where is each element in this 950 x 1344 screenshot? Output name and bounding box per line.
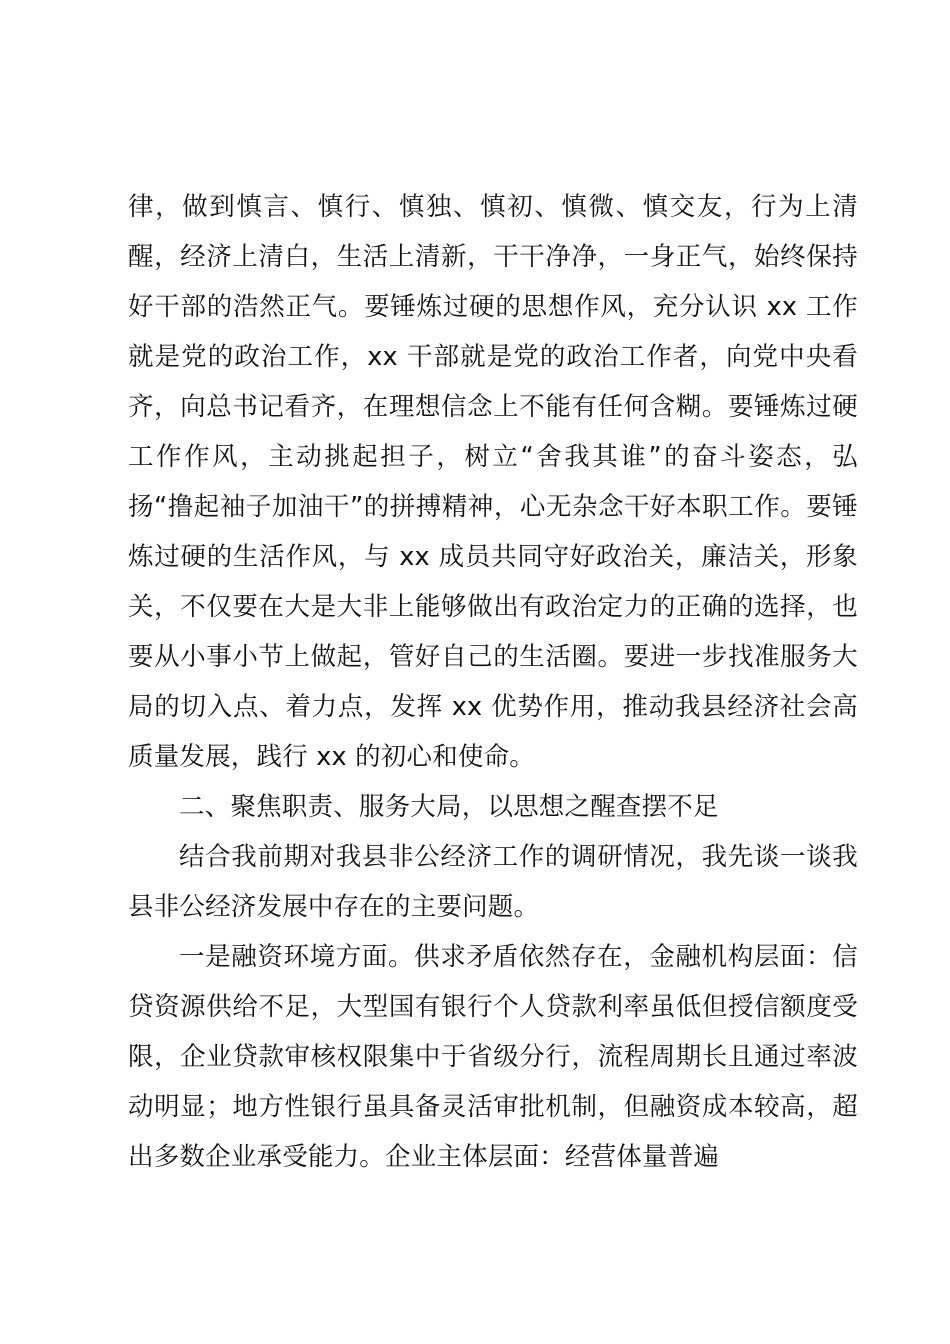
paragraph-continuation: 律，做到慎言、慎行、慎独、慎初、慎微、慎交友，行为上清醒，经济上清白，生活上清新，干干净净，一身正气，始终保持好干部的浩然正气。要锤炼过硬的思想作风，充分认识 xx 工作就是党的政治工作，xx 干部就是党的政治工作者，向党中央看齐，向总书记看齐，在理想信念上不能有任何含糊。要锤炼过硬工作作风，主动挑起担子，树立“舍我其谁”的奋斗姿态，弘扬“撸起袖子加油干”的拼搏精神，心无杂念干好本职工作。要锤炼过硬的生活作风，与 xx 成员共同守好政治关，廉洁关，形象关，不仅要在大是大非上能够做出有政治定力的正确的选择，也要从小事小节上做起，管好自己的生活圈。要进一步找准服务大局的切入点、着力点，发挥 xx 优势作用，推动我县经济社会高质量发展，践行 xx 的初心和使命。: [128, 192, 858, 772]
section-heading: 二、聚焦职责、服务大局，以思想之醒查摆不足: [179, 792, 719, 822]
paragraph-intro: 结合我前期对我县非公经济工作的调研情况，我先谈一谈我县非公经济发展中存在的主要问题。: [128, 842, 858, 922]
paragraph-financing: 一是融资环境方面。供求矛盾依然存在，金融机构层面：信贷资源供给不足，大型国有银行个人贷款利率虽低但授信额度受限，企业贷款审核权限集中于省级分行，流程周期长且通过率波动明显；地方性银行虽具备灵活审批机制，但融资成本较高，超出多数企业承受能力。企业主体层面：经营体量普遍: [128, 942, 858, 1172]
document-body: [128, 182, 858, 1182]
